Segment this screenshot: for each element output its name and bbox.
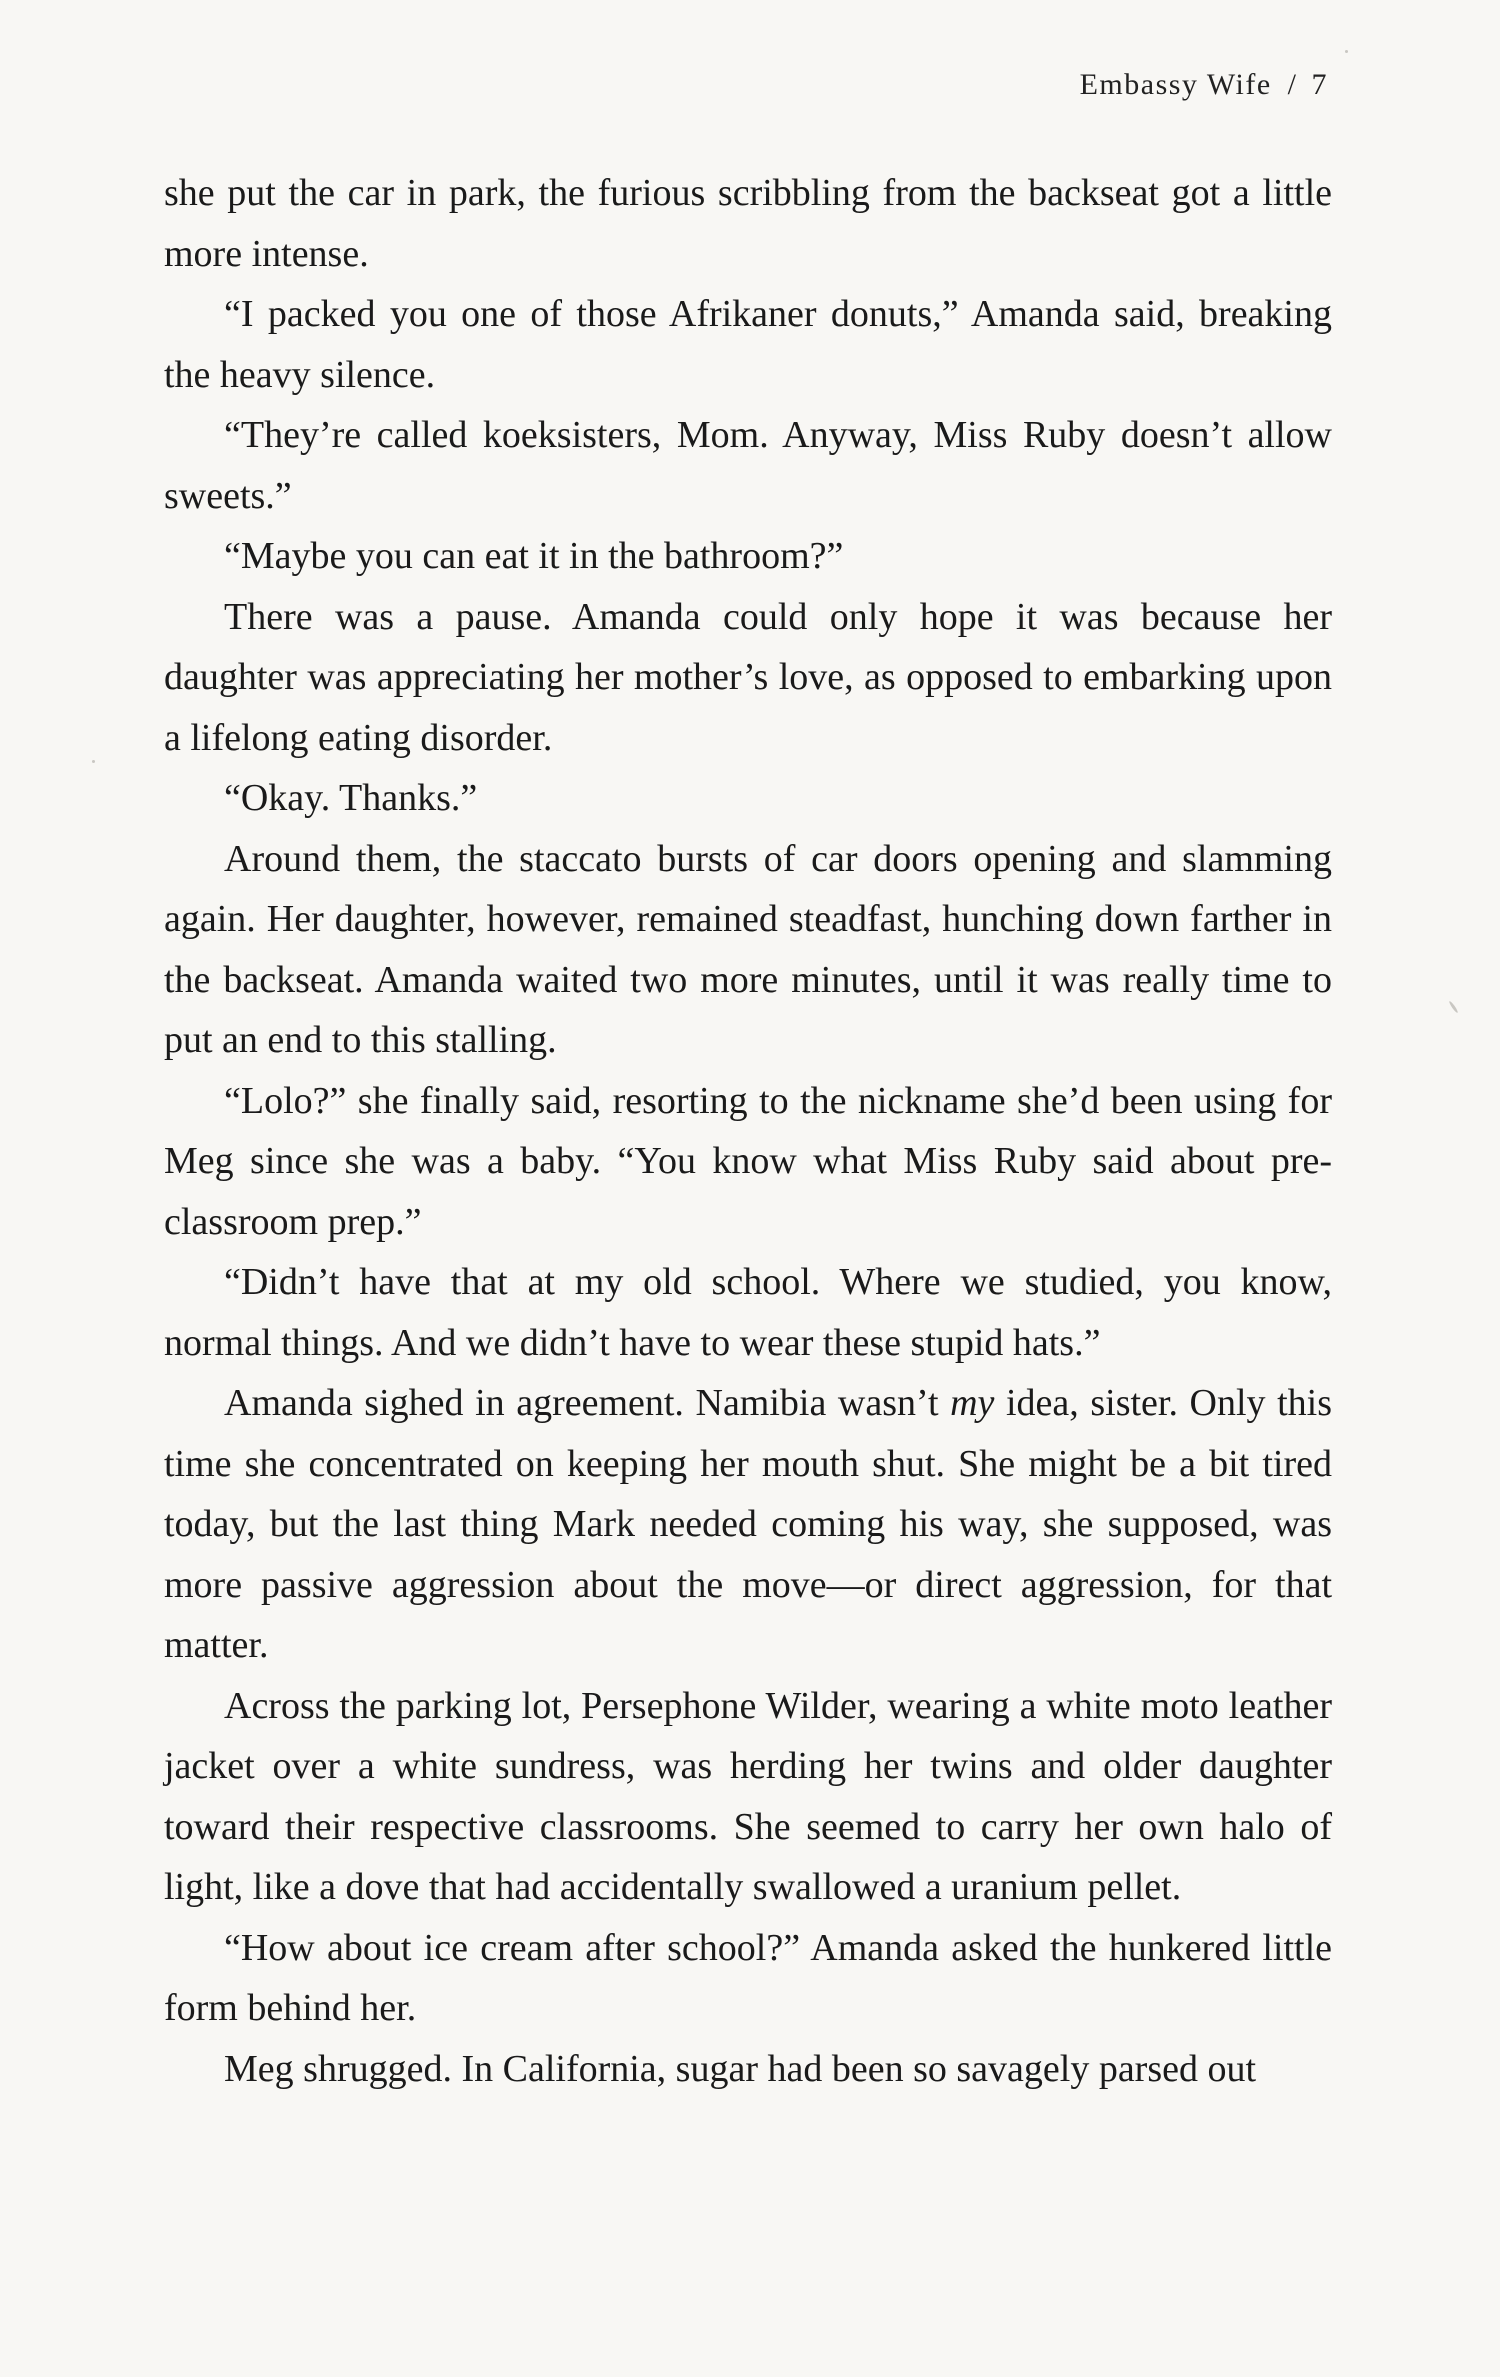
paragraph: “They’re called koeksisters, Mom. Anyway, Miss Ruby doesn’t allow sweets.” [164, 414, 1332, 517]
scan-speck [1448, 1000, 1458, 1013]
paragraph: There was a pause. Amanda could only hope it was because her daughter was appreciating her mother’s love, as opposed to embarking upon a lifelong eating disorder. [164, 595, 1332, 759]
paragraph: “Lolo?” she finally said, resorting to the nickname she’d been using for Meg since she was a baby. “You know what Miss Ruby said about pre-classroom prep.” [164, 1079, 1332, 1243]
paragraph: “I packed you one of those Afrikaner donuts,” Amanda said, breaking the heavy silence. [164, 293, 1332, 396]
book-title: Embassy Wife [1079, 68, 1272, 101]
paragraph: “How about ice cream after school?” Amanda asked the hunkered little form behind her. [164, 1926, 1332, 2029]
paragraph: “Okay. Thanks.” [224, 777, 478, 819]
scan-speck [1345, 50, 1348, 53]
running-header [1080, 68, 1328, 102]
emphasis-text: my [950, 1382, 995, 1424]
paragraph: Around them, the staccato bursts of car doors opening and slamming again. Her daughter, however, remained steadfast, hunching down farther in the backseat. Amanda waited two more minutes, until it was really time to put an end to this stalling. [164, 837, 1332, 1061]
paragraph: “Maybe you can eat it in the bathroom?” [224, 535, 844, 577]
paragraph: she put the car in park, the furious scribbling from the backseat got a little more intense. [164, 172, 1332, 275]
paragraph-text: Amanda sighed in agreement. Namibia wasn’t [224, 1382, 951, 1424]
paragraph-text: idea, sister. Only this time she concentrated on keeping her mouth shut. She might be a bit tired today, but the last thing Mark needed coming his way, she supposed, was more passive aggression about the move—or direct aggression, for that matter. [164, 1382, 1332, 1666]
body-text [164, 163, 1332, 2099]
header-separator: / [1287, 68, 1298, 101]
paragraph: “Didn’t have that at my old school. Where we studied, you know, normal things. And we didn’t have to wear these stupid hats.” [164, 1261, 1332, 1364]
paragraph: Across the parking lot, Persephone Wilder, wearing a white moto leather jacket over a white sundress, was herding her twins and older daughter toward their respective classrooms. She seemed to carry her own halo of light, like a dove that had accidentally swallowed a uranium pellet. [164, 1684, 1332, 1908]
scan-speck [92, 760, 95, 763]
paragraph: Meg shrugged. In California, sugar had been so savagely parsed out [224, 2047, 1257, 2090]
page-number: 7 [1311, 68, 1328, 101]
paragraph [164, 1373, 1332, 1676]
